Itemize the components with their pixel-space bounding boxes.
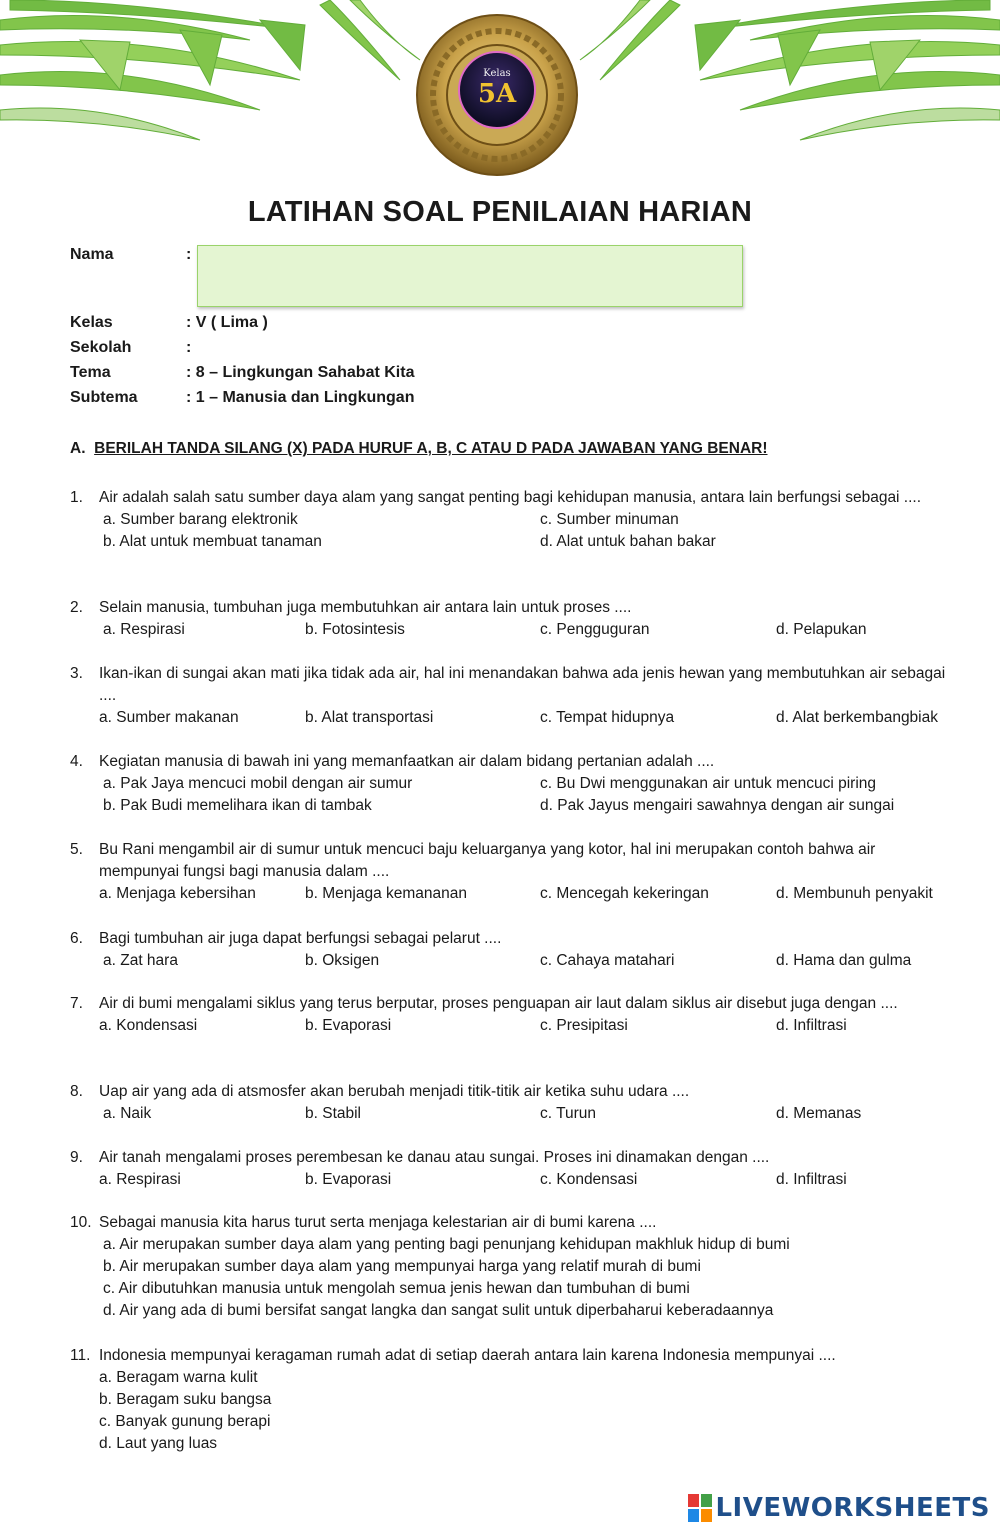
- question-text: Indonesia mempunyai keragaman rumah adat di setiap daerah antara lain karena Indonesia mempunyai ....: [99, 1347, 836, 1364]
- question-4: [70, 751, 950, 817]
- question-number: 7.: [70, 995, 83, 1012]
- subtema-label: Subtema: [70, 389, 138, 406]
- tema-value: : 8 – Lingkungan Sahabat Kita: [186, 364, 415, 381]
- option-d[interactable]: d. Infiltrasi: [776, 1017, 847, 1034]
- question-number: 4.: [70, 753, 83, 770]
- option-a[interactable]: a. Zat hara: [103, 952, 178, 969]
- question-number: 5.: [70, 841, 83, 858]
- liveworksheets-footer: [687, 1491, 990, 1525]
- question-text: Air adalah salah satu sumber daya alam yang sangat penting bagi kehidupan manusia, antara lain berfungsi sebagai ....: [99, 489, 922, 506]
- question-number: 3.: [70, 665, 83, 682]
- option-b[interactable]: b. Alat untuk membuat tanaman: [103, 533, 322, 550]
- liveworksheets-logo-icon: [687, 1493, 713, 1523]
- question-number: 11.: [70, 1347, 91, 1364]
- nama-colon: :: [186, 246, 192, 263]
- option-b[interactable]: b. Evaporasi: [305, 1171, 392, 1188]
- option-c[interactable]: c. Banyak gunung berapi: [99, 1413, 271, 1430]
- question-text: Bagi tumbuhan air juga dapat berfungsi sebagai pelarut ....: [99, 930, 502, 947]
- question-1: [70, 487, 950, 553]
- option-c[interactable]: c. Bu Dwi menggunakan air untuk mencuci piring: [540, 775, 877, 792]
- option-d[interactable]: d. Air yang ada di bumi bersifat sangat langka dan sangat sulit untuk diperbaharui keberadaannya: [103, 1302, 774, 1319]
- option-b[interactable]: b. Air merupakan sumber daya alam yang mempunyai harga yang relatif murah di bumi: [103, 1258, 701, 1275]
- question-2: [70, 597, 950, 641]
- question-6: [70, 928, 950, 972]
- question-text: Uap air yang ada di atsmosfer akan berubah menjadi titik-titik air ketika suhu udara ....: [99, 1083, 690, 1100]
- instruction: [70, 440, 768, 458]
- option-a[interactable]: a. Respirasi: [99, 1171, 181, 1188]
- option-b[interactable]: b. Oksigen: [305, 952, 380, 969]
- kelas-label: Kelas: [70, 314, 113, 331]
- option-c[interactable]: c. Air dibutuhkan manusia untuk mengolah semua jenis hewan dan tumbuhan di bumi: [103, 1280, 690, 1297]
- option-c[interactable]: c. Pengguguran: [540, 621, 650, 638]
- option-d[interactable]: d. Laut yang luas: [99, 1435, 218, 1452]
- class-badge: [417, 15, 577, 175]
- option-d[interactable]: d. Pak Jayus mengairi sawahnya dengan air sungai: [540, 797, 895, 814]
- question-number: 8.: [70, 1083, 83, 1100]
- question-number: 2.: [70, 599, 83, 616]
- option-b[interactable]: b. Alat transportasi: [305, 709, 434, 726]
- option-d[interactable]: d. Memanas: [776, 1105, 862, 1122]
- instruction-prefix: A.: [70, 440, 86, 457]
- option-a[interactable]: a. Sumber makanan: [99, 709, 239, 726]
- option-a[interactable]: a. Air merupakan sumber daya alam yang penting bagi penunjang kehidupan makhluk hidup di bumi: [103, 1236, 790, 1253]
- option-d[interactable]: d. Infiltrasi: [776, 1171, 847, 1188]
- option-d[interactable]: d. Membunuh penyakit: [776, 885, 933, 902]
- question-text: Selain manusia, tumbuhan juga membutuhkan air antara lain untuk proses ....: [99, 599, 632, 616]
- option-c[interactable]: c. Turun: [540, 1105, 596, 1122]
- question-9: [70, 1147, 950, 1191]
- option-d[interactable]: d. Pelapukan: [776, 621, 867, 638]
- header-palm-leaves: [0, 0, 1000, 200]
- subtema-value: : 1 – Manusia dan Lingkungan: [186, 389, 415, 406]
- option-c[interactable]: c. Tempat hidupnya: [540, 709, 675, 726]
- question-number: 1.: [70, 489, 83, 506]
- kelas-value: : V ( Lima ): [186, 314, 268, 331]
- page-title: LATIHAN SOAL PENILAIAN HARIAN: [247, 196, 753, 228]
- option-d[interactable]: d. Alat berkembangbiak: [776, 709, 938, 726]
- option-b[interactable]: b. Evaporasi: [305, 1017, 392, 1034]
- option-a[interactable]: a. Pak Jaya mencuci mobil dengan air sumur: [103, 775, 413, 792]
- option-b[interactable]: b. Pak Budi memelihara ikan di tambak: [103, 797, 372, 814]
- option-d[interactable]: d. Alat untuk bahan bakar: [540, 533, 716, 550]
- question-7: [70, 993, 950, 1037]
- option-a[interactable]: a. Menjaga kebersihan: [99, 885, 256, 902]
- option-b[interactable]: b. Fotosintesis: [305, 621, 405, 638]
- question-text: Ikan-ikan di sungai akan mati jika tidak ada air, hal ini menandakan bahwa ada jenis hewan yang membutuhkan air sebagai ....: [99, 665, 946, 704]
- liveworksheets-brand: LIVEWORKSHEETS: [715, 1493, 990, 1523]
- option-b[interactable]: b. Beragam suku bangsa: [99, 1391, 272, 1408]
- question-8: [70, 1081, 950, 1125]
- question-3: [70, 663, 950, 729]
- option-a[interactable]: a. Sumber barang elektronik: [103, 511, 298, 528]
- question-11: [70, 1345, 950, 1455]
- question-text: Kegiatan manusia di bawah ini yang memanfaatkan air dalam bidang pertanian adalah ....: [99, 753, 715, 770]
- tema-label: Tema: [70, 364, 111, 381]
- sekolah-label: Sekolah: [70, 339, 132, 356]
- question-text: Air tanah mengalami proses perembesan ke danau atau sungai. Proses ini dinamakan dengan ....: [99, 1149, 770, 1166]
- option-a[interactable]: a. Respirasi: [103, 621, 185, 638]
- question-number: 10.: [70, 1214, 92, 1231]
- question-5: [70, 839, 950, 905]
- option-c[interactable]: c. Mencegah kekeringan: [540, 885, 709, 902]
- option-a[interactable]: a. Beragam warna kulit: [99, 1369, 258, 1386]
- question-number: 9.: [70, 1149, 83, 1166]
- option-c[interactable]: c. Sumber minuman: [540, 511, 679, 528]
- question-number: 6.: [70, 930, 83, 947]
- question-10: [70, 1212, 950, 1322]
- sekolah-value: :: [186, 339, 192, 356]
- option-b[interactable]: b. Stabil: [305, 1105, 362, 1122]
- instruction-text: BERILAH TANDA SILANG (X) PADA HURUF A, B, C ATAU D PADA JAWABAN YANG BENAR!: [94, 440, 768, 457]
- option-c[interactable]: c. Cahaya matahari: [540, 952, 675, 969]
- option-a[interactable]: a. Kondensasi: [99, 1017, 198, 1034]
- nama-label: Nama: [70, 246, 114, 263]
- option-c[interactable]: c. Presipitasi: [540, 1017, 628, 1034]
- badge-big-text: 5A: [477, 79, 517, 109]
- option-c[interactable]: c. Kondensasi: [540, 1171, 638, 1188]
- question-text: Sebagai manusia kita harus turut serta menjaga kelestarian air di bumi karena ....: [99, 1214, 657, 1231]
- option-d[interactable]: d. Hama dan gulma: [776, 952, 912, 969]
- option-b[interactable]: b. Menjaga kemananan: [305, 885, 468, 902]
- nama-input[interactable]: [197, 245, 743, 307]
- question-text: Air di bumi mengalami siklus yang terus berputar, proses penguapan air laut dalam siklus air disebut juga dengan ....: [99, 995, 898, 1012]
- badge-small-text: Kelas: [483, 68, 511, 79]
- option-a[interactable]: a. Naik: [103, 1105, 152, 1122]
- question-text: Bu Rani mengambil air di sumur untuk mencuci baju keluarganya yang kotor, hal ini merupakan contoh bahwa air mempunyai fungsi bagi manusia dalam ....: [99, 841, 876, 880]
